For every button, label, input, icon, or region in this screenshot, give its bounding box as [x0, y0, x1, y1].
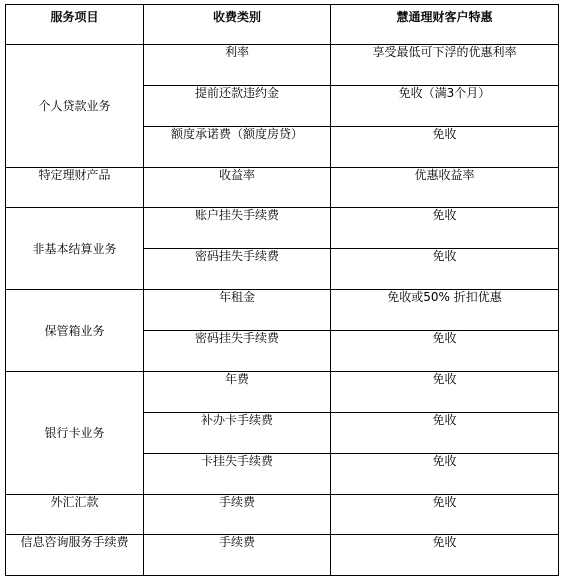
service-bank-card: 银行卡业务	[6, 372, 144, 495]
fee-cell: 密码挂失手续费	[144, 331, 331, 372]
fee-cell: 卡挂失手续费	[144, 454, 331, 495]
fee-cell: 账户挂失手续费	[144, 208, 331, 249]
table-row	[6, 290, 559, 331]
fee-cell: 利率	[144, 45, 331, 86]
benefit-cell: 免收	[331, 495, 559, 535]
header-service: 服务项目	[6, 5, 144, 45]
fee-cell: 额度承诺费（额度房贷）	[144, 127, 331, 168]
fee-cell: 年费	[144, 372, 331, 413]
benefit-cell: 免收	[331, 249, 559, 290]
table-row	[6, 208, 559, 249]
service-safe-box: 保管箱业务	[6, 290, 144, 372]
fee-cell: 手续费	[144, 535, 331, 576]
benefit-cell: 免收	[331, 454, 559, 495]
header-benefit: 慧通理财客户特惠	[331, 5, 559, 45]
fee-cell: 收益率	[144, 168, 331, 208]
benefit-cell: 免收	[331, 535, 559, 576]
service-remittance: 外汇汇款	[6, 495, 144, 535]
table-row	[6, 168, 559, 208]
benefit-cell: 优惠收益率	[331, 168, 559, 208]
fee-cell: 补办卡手续费	[144, 413, 331, 454]
table-header-row	[6, 5, 559, 45]
service-wealth-product: 特定理财产品	[6, 168, 144, 208]
benefit-cell: 免收	[331, 372, 559, 413]
benefit-cell: 免收	[331, 208, 559, 249]
benefit-cell: 免收	[331, 127, 559, 168]
service-personal-loan: 个人贷款业务	[6, 45, 144, 168]
fee-benefit-table	[5, 4, 559, 576]
benefit-cell: 免收	[331, 331, 559, 372]
fee-cell: 手续费	[144, 495, 331, 535]
service-consulting: 信息咨询服务手续费	[6, 535, 144, 576]
benefit-cell: 免收（满3个月）	[331, 86, 559, 127]
table-row	[6, 45, 559, 86]
benefit-cell: 免收或50% 折扣优惠	[331, 290, 559, 331]
header-fee-type: 收费类别	[144, 5, 331, 45]
fee-cell: 年租金	[144, 290, 331, 331]
benefit-cell: 享受最低可下浮的优惠利率	[331, 45, 559, 86]
table-row	[6, 372, 559, 413]
table-row	[6, 495, 559, 535]
fee-cell: 提前还款违约金	[144, 86, 331, 127]
service-non-basic-settlement: 非基本结算业务	[6, 208, 144, 290]
fee-cell: 密码挂失手续费	[144, 249, 331, 290]
benefit-cell: 免收	[331, 413, 559, 454]
table-row	[6, 535, 559, 576]
